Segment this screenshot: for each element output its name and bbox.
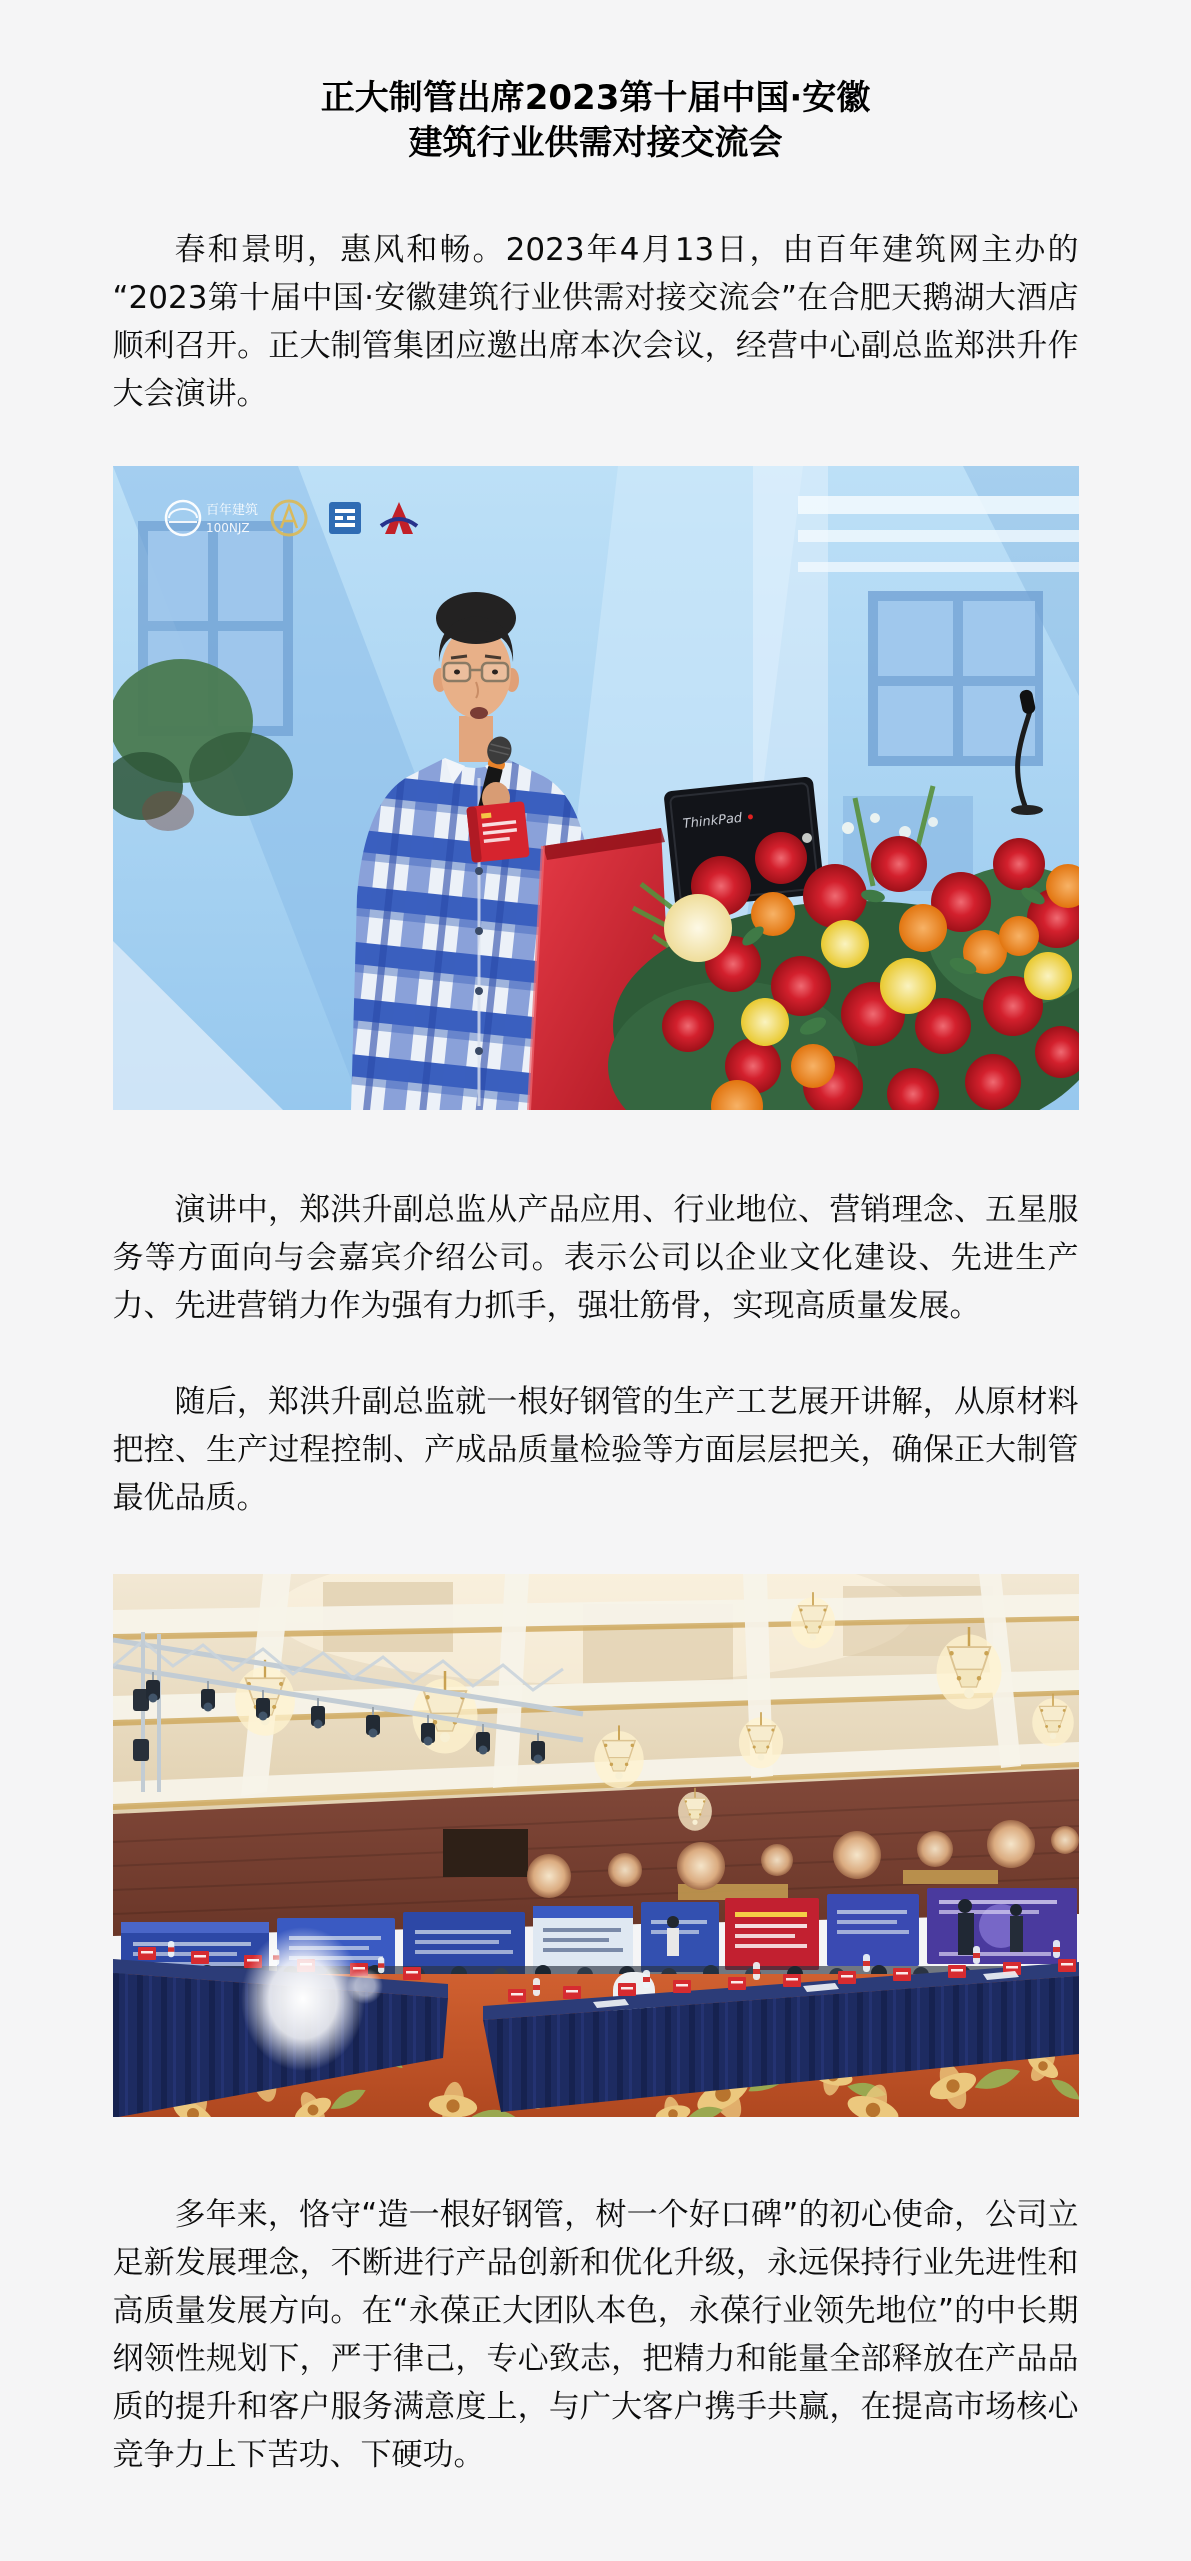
conference-hall-photo	[113, 1574, 1079, 2117]
paragraph-process: 随后，郑洪升副总监就一根好钢管的生产工艺展开讲解，从原材料把控、生产过程控制、产成品质量检验等方面层层把关，确保正大制管最优品质。	[112, 1384, 1079, 1516]
logo-cscec-icon	[329, 502, 361, 534]
banner-blue-4	[641, 1902, 719, 1972]
title-line-1: 正大制管出席2023第十届中国·安徽	[320, 78, 871, 118]
wall-screen	[443, 1829, 528, 1877]
laptop-brand-label: ThinkPad	[681, 810, 743, 832]
svg-text:100NJZ: 100NJZ	[205, 521, 250, 535]
title-line-2: 建筑行业供需对接交流会	[408, 123, 783, 163]
paragraph-intro: 春和景明，惠风和畅。2023年4月13日，由百年建筑网主办的“2023第十届中国·安徽建筑行业供需对接交流会”在合肥天鹅湖大酒店顺利召开。正大制管集团应邀出席本次会议，经营中心副总监郑洪升作大会演讲。	[112, 232, 1079, 412]
speaker-photo	[113, 466, 1079, 1110]
speaker-photo-svg	[113, 466, 1079, 1110]
paragraph-closing: 多年来，恪守“造一根好钢管，树一个好口碑”的初心使命，公司立足新发展理念，不断进行产品创新和优化升级，永远保持行业先进性和高质量发展方向。在“永葆正大团队本色，永葆行业领先地位”的中长期纲领性规划下，严于律己，专心致志，把精力和能量全部释放在产品品质的提升和客户服务满意度上，与广大客户携手共赢，在提高市场核心竞争力上下苦功、下硬功。	[112, 2197, 1079, 2473]
mic-flag	[466, 801, 530, 863]
banner-blue-5	[827, 1894, 919, 1966]
banner-white	[533, 1906, 633, 1976]
conference-hall-svg	[113, 1574, 1079, 2117]
page-title	[113, 0, 1079, 166]
svg-text:百年建筑: 百年建筑	[205, 503, 258, 518]
paragraph-speech: 演讲中，郑洪升副总监从产品应用、行业地位、营销理念、五星服务等方面向与会嘉宾介绍公司。表示公司以企业文化建设、先进生产力、先进营销力作为强有力抓手，强壮筋骨，实现高质量发展。	[112, 1192, 1079, 1324]
banner-red	[725, 1898, 819, 1970]
